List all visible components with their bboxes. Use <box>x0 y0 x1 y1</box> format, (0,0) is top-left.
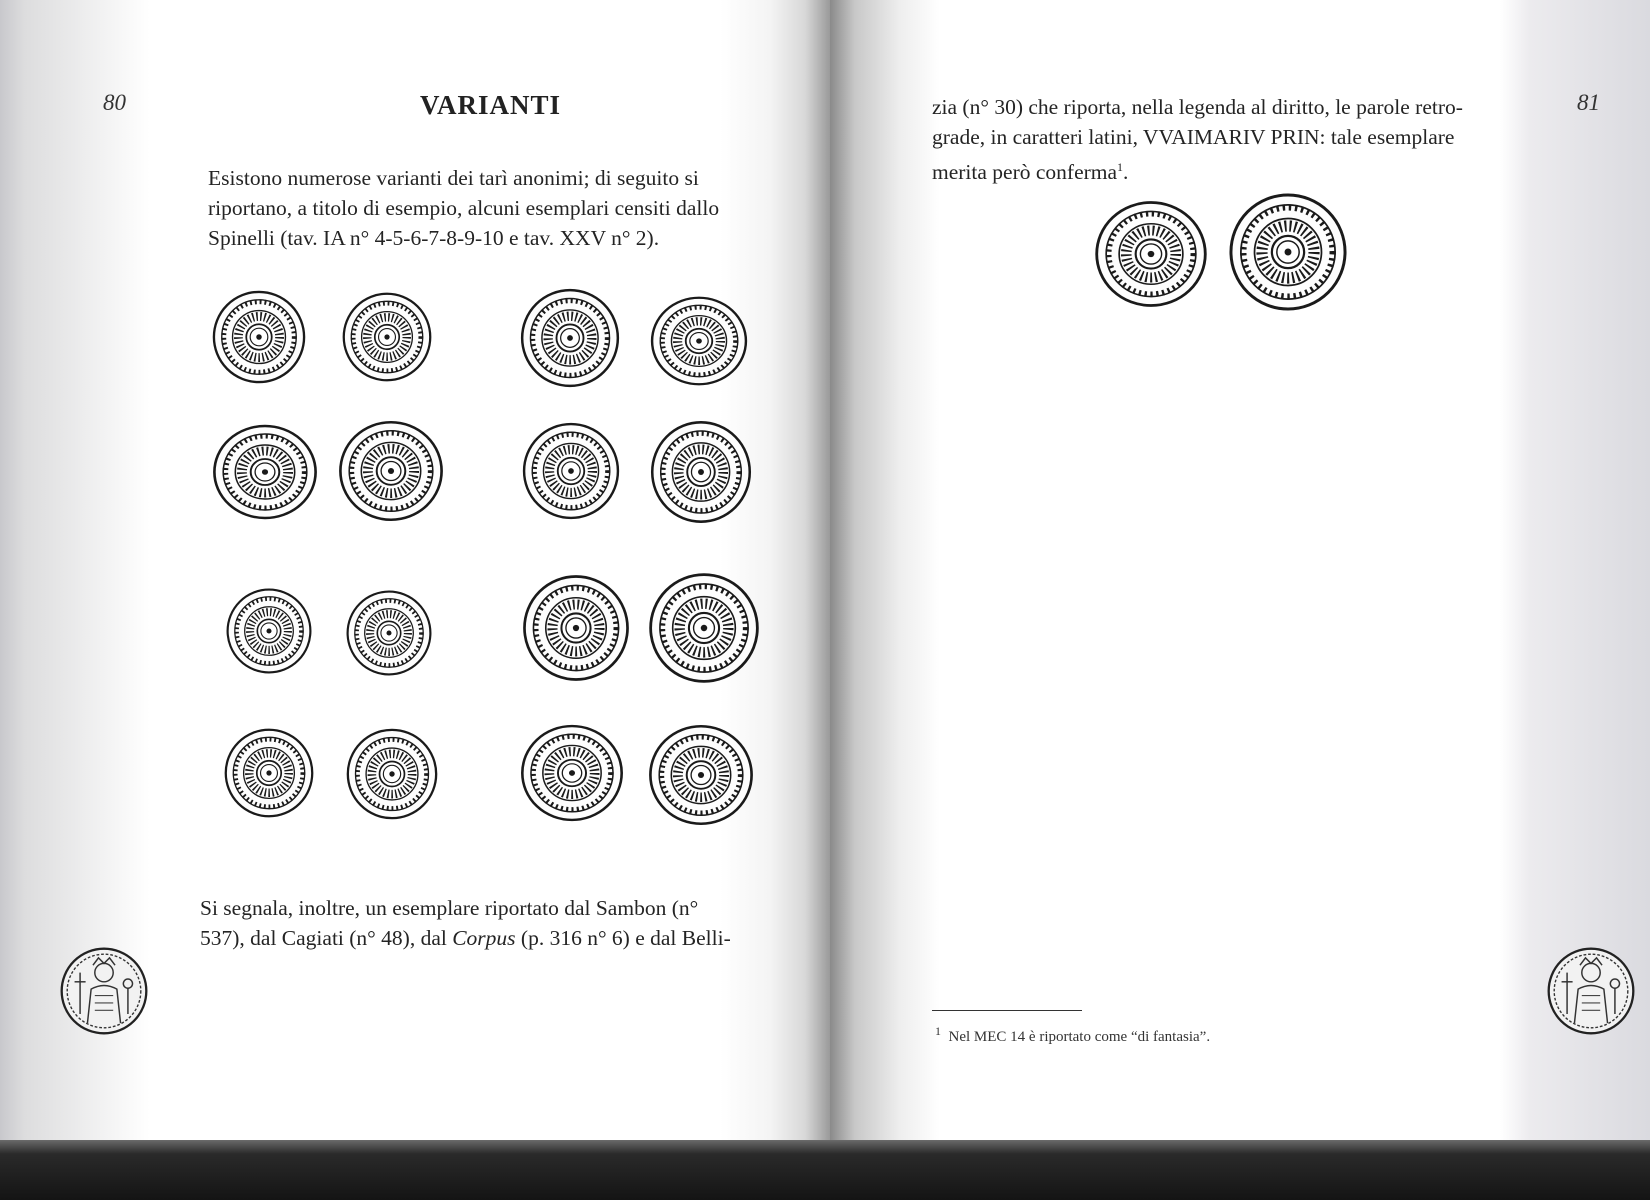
footnote-text: Nel MEC 14 è riportato come “di fantasia”. <box>948 1029 1211 1045</box>
scan-shadow <box>0 1140 1650 1200</box>
coin-illustration <box>1226 190 1350 314</box>
coin-illustration <box>344 726 440 822</box>
text-segment: 537), dal Cagiati (n° 48), dal <box>200 926 453 950</box>
coin-illustration <box>210 422 320 522</box>
coin-illustration <box>222 726 316 820</box>
footnote-marker: 1 <box>935 1024 941 1038</box>
emperor-medallion-icon <box>58 945 150 1037</box>
text-line <box>200 923 765 953</box>
coin-illustration <box>646 722 756 828</box>
coin-illustration <box>520 420 622 522</box>
footnote <box>935 1024 1210 1046</box>
coin-illustration <box>210 288 308 386</box>
text-line: Spinelli (tav. IA n° 4-5-6-7-8-9-10 e tav. XXV n° 2). <box>208 226 660 250</box>
text-line: riportano, a titolo di esempio, alcuni esemplari censiti dallo <box>208 196 720 220</box>
coin-illustration <box>340 290 434 384</box>
continued-paragraph <box>932 92 1492 187</box>
footnote-reference: 1 <box>1117 160 1124 174</box>
coin-illustration <box>648 294 750 388</box>
emperor-medallion-icon <box>1545 945 1637 1037</box>
text-line: merita però conferma$^1$. <box>932 160 1129 185</box>
coin-illustration <box>224 586 314 676</box>
coin-illustration <box>648 418 754 526</box>
closing-paragraph <box>200 893 765 953</box>
section-heading: VARIANTI <box>420 90 562 120</box>
coin-illustration <box>520 572 632 684</box>
coin-illustration <box>336 418 446 524</box>
page-number-right: 81 <box>1577 90 1600 115</box>
page-number-left: 80 <box>103 90 126 115</box>
footnote-rule <box>932 1010 1082 1011</box>
coin-illustration <box>344 588 434 678</box>
italic-title: Corpus <box>452 926 516 950</box>
text-line: zia (n° 30) che riporta, nella legenda al diritto, le parole retro- <box>932 95 1463 119</box>
coin-illustration <box>646 570 762 686</box>
text-segment: merita però conferma <box>932 160 1118 185</box>
coin-illustration <box>518 722 626 824</box>
intro-paragraph <box>208 163 768 253</box>
text-line: grade, in caratteri latini, VVAIMARIV PRIN: tale esemplare <box>932 125 1455 149</box>
coin-illustration <box>518 286 622 390</box>
coin-illustration <box>1092 198 1210 310</box>
text-segment: (p. 316 n° 6) e dal Belli- <box>515 926 731 950</box>
text-line: Si segnala, inoltre, un esemplare riportato dal Sambon (n° <box>200 896 699 920</box>
text-line: Esistono numerose varianti dei tarì anonimi; di seguito si <box>208 166 699 190</box>
